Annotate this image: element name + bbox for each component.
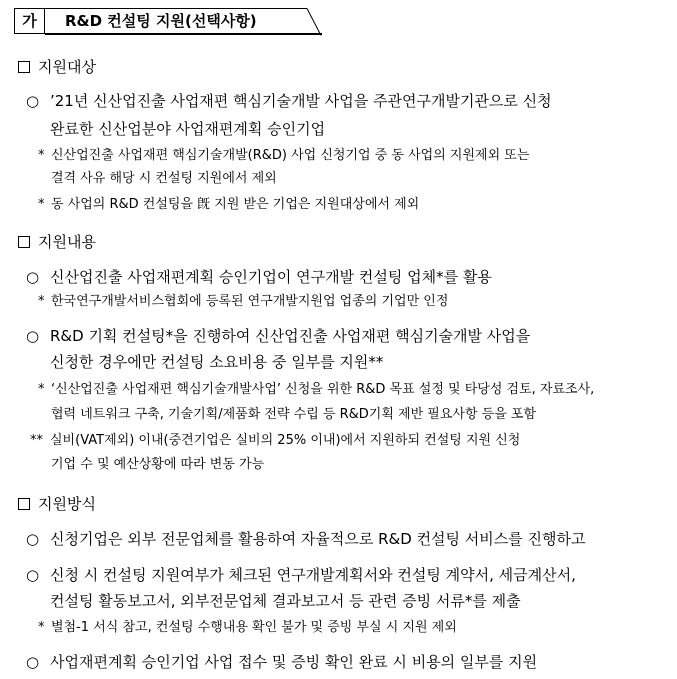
circle-bullet-icon: ○ — [26, 327, 40, 345]
double-asterisk-mark: ** — [30, 433, 43, 448]
bullet-text: 신청 시 컨설팅 지원여부가 체크된 연구개발계획서와 컨설팅 계약서, 세금계산서, — [50, 566, 576, 584]
bullet-text: 사업재편계획 승인기업 사업 접수 및 증빙 확인 완료 시 비용의 일부를 지원 — [50, 653, 538, 671]
section-heading-target — [18, 57, 96, 77]
bullet-text: 신청기업은 외부 전문업체를 활용하여 자율적으로 R&D 컨설팅 서비스를 진행하고 — [50, 530, 586, 548]
section-heading-method — [18, 494, 96, 514]
section-heading-content — [18, 232, 96, 252]
square-bullet-icon — [18, 498, 30, 510]
section-title: 지원방식 — [38, 495, 96, 513]
header-title: R&D 컨설팅 지원(선택사항) — [65, 12, 257, 30]
bullet-text-continued: 컨설팅 활동보고서, 외부전문업체 결과보고서 등 관련 증빙 서류*를 제출 — [50, 592, 521, 610]
header-title-box — [45, 8, 322, 36]
note-text-continued: 결격 사유 해당 시 컨설팅 지원에서 제외 — [51, 171, 277, 186]
note-text: 동 사업의 R&D 컨설팅을 旣 지원 받은 기업은 지원대상에서 제외 — [51, 197, 420, 212]
square-bullet-icon — [18, 236, 30, 248]
circle-bullet-icon: ○ — [26, 653, 40, 671]
asterisk-mark: * — [38, 148, 45, 163]
circle-bullet-icon: ○ — [26, 530, 40, 548]
note-text: 한국연구개발서비스협회에 등록된 연구개발지원업 업종의 기업만 인정 — [51, 294, 449, 309]
section-header — [14, 8, 322, 36]
bullet-text: 신산업진출 사업재편계획 승인기업이 연구개발 컨설팅 업체*를 활용 — [50, 268, 492, 286]
note-text: ‘신산업진출 사업재편 핵심기술개발사업’ 신청을 위한 R&D 목표 설정 및 타당성 검토, 자료조사, — [51, 382, 595, 397]
section-title: 지원대상 — [38, 58, 96, 76]
asterisk-mark: * — [38, 382, 45, 397]
note-text-continued: 기업 수 및 예산상황에 따라 변동 가능 — [51, 457, 265, 472]
bullet-text-continued: 신청한 경우에만 컨설팅 소요비용 중 일부를 지원** — [50, 353, 384, 371]
asterisk-mark: * — [38, 197, 45, 212]
section-title: 지원내용 — [38, 233, 96, 251]
asterisk-mark: * — [38, 294, 45, 309]
square-bullet-icon — [18, 61, 30, 73]
note-text: 별첨-1 서식 참고, 컨설팅 수행내용 확인 불가 및 증빙 부실 시 지원 제외 — [51, 620, 457, 635]
circle-bullet-icon: ○ — [26, 268, 40, 286]
bullet-text: R&D 기획 컨설팅*을 진행하여 신산업진출 사업재편 핵심기술개발 사업을 — [50, 327, 531, 345]
note-text-continued: 협력 네트워크 구축, 기술기획/제품화 전략 수립 등 R&D기획 제반 필요사항 등을 포함 — [51, 407, 537, 422]
circle-bullet-icon: ○ — [26, 92, 40, 110]
note-text: 신산업진출 사업재편 핵심기술개발(R&D) 사업 신청기업 중 동 사업의 지원제외 또는 — [51, 148, 530, 163]
note-text: 실비(VAT제외) 이내(중견기업은 실비의 25% 이내)에서 지원하되 컨설팅 지원 신청 — [50, 433, 521, 448]
circle-bullet-icon: ○ — [26, 566, 40, 584]
bullet-text-continued: 완료한 신산업분야 사업재편계획 승인기업 — [50, 120, 326, 138]
bullet-text: ’21년 신산업진출 사업재편 핵심기술개발 사업을 주관연구개발기관으로 신청 — [50, 92, 552, 110]
asterisk-mark: * — [38, 620, 45, 635]
header-label-box: 가 — [14, 8, 45, 34]
